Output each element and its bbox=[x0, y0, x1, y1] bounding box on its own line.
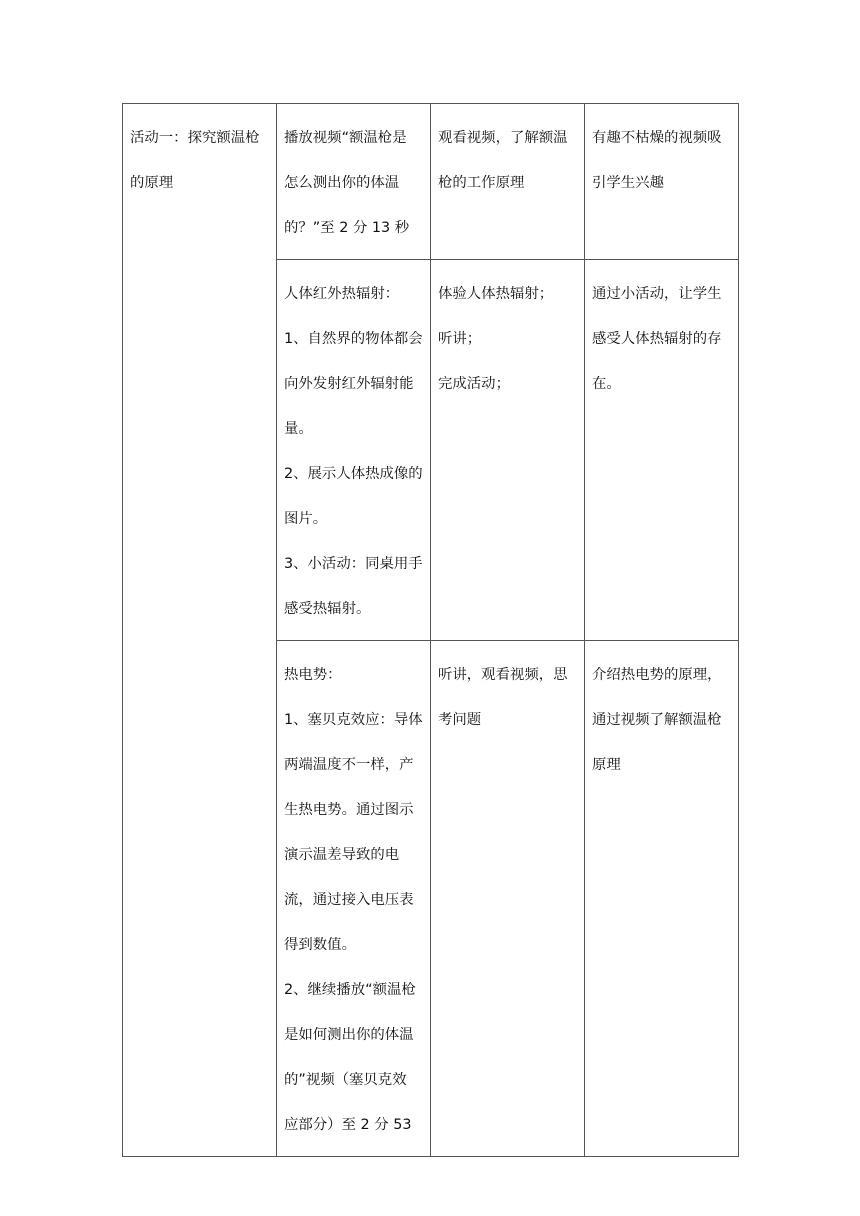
cell-line: 有趣不枯燥的视频吸 bbox=[592, 130, 722, 146]
cell-line: 图片。 bbox=[284, 511, 328, 527]
teacher-activity-cell bbox=[277, 260, 431, 641]
lesson-plan-table bbox=[122, 103, 739, 1157]
cell-line: 热电势： bbox=[284, 667, 342, 683]
student-activity-cell bbox=[431, 641, 585, 1157]
cell-line: 1、塞贝克效应：导体 bbox=[284, 712, 423, 728]
student-activity-cell bbox=[431, 104, 585, 260]
cell-line: 演示温差导致的电 bbox=[284, 847, 400, 863]
cell-line: 3、小活动：同桌用手 bbox=[284, 556, 423, 572]
cell-line: 听讲； bbox=[438, 331, 482, 347]
cell-line: 人体红外热辐射： bbox=[284, 286, 400, 302]
cell-line: 生热电势。通过图示 bbox=[284, 802, 414, 818]
teacher-activity-cell bbox=[277, 104, 431, 260]
activity-line: 的原理 bbox=[130, 175, 174, 191]
design-intent-cell bbox=[585, 641, 739, 1157]
design-intent-cell bbox=[585, 260, 739, 641]
cell-line: 2、继续播放“额温枪 bbox=[284, 982, 416, 998]
teacher-activity-cell bbox=[277, 641, 431, 1157]
cell-line: 流，通过接入电压表 bbox=[284, 892, 414, 908]
cell-line: 枪的工作原理 bbox=[438, 175, 525, 191]
cell-line: 是如何测出你的体温 bbox=[284, 1027, 414, 1043]
cell-line: 怎么测出你的体温 bbox=[284, 175, 400, 191]
cell-line: 1、自然界的物体都会 bbox=[284, 331, 423, 347]
cell-line: 引学生兴趣 bbox=[592, 175, 664, 191]
cell-line: 感受人体热辐射的存 bbox=[592, 331, 722, 347]
cell-line: 体验人体热辐射； bbox=[438, 286, 554, 302]
cell-line: 通过视频了解额温枪 bbox=[592, 712, 722, 728]
cell-line: 完成活动； bbox=[438, 376, 510, 392]
cell-line: 的”视频（塞贝克效 bbox=[284, 1072, 407, 1088]
cell-line: 量。 bbox=[284, 421, 313, 437]
cell-line: 应部分）至 2 分 53 bbox=[284, 1117, 412, 1133]
cell-line: 2、展示人体热成像的 bbox=[284, 466, 423, 482]
cell-line: 两端温度不一样，产 bbox=[284, 757, 414, 773]
activity-line: 活动一：探究额温枪 bbox=[130, 130, 260, 146]
cell-line: 介绍热电势的原理， bbox=[592, 667, 722, 683]
cell-line: 的？”至 2 分 13 秒 bbox=[284, 220, 410, 236]
cell-line: 听讲，观看视频，思 bbox=[438, 667, 568, 683]
cell-line: 向外发射红外辐射能 bbox=[284, 376, 414, 392]
table-row bbox=[123, 104, 739, 260]
cell-line: 原理 bbox=[592, 757, 621, 773]
cell-line: 在。 bbox=[592, 376, 621, 392]
cell-line: 得到数值。 bbox=[284, 937, 356, 953]
student-activity-cell bbox=[431, 260, 585, 641]
activity-cell bbox=[123, 104, 277, 1157]
cell-line: 感受热辐射。 bbox=[284, 601, 371, 617]
design-intent-cell bbox=[585, 104, 739, 260]
cell-line: 通过小活动，让学生 bbox=[592, 286, 722, 302]
cell-line: 观看视频，了解额温 bbox=[438, 130, 568, 146]
cell-line: 考问题 bbox=[438, 712, 482, 728]
cell-line: 播放视频“额温枪是 bbox=[284, 130, 407, 146]
